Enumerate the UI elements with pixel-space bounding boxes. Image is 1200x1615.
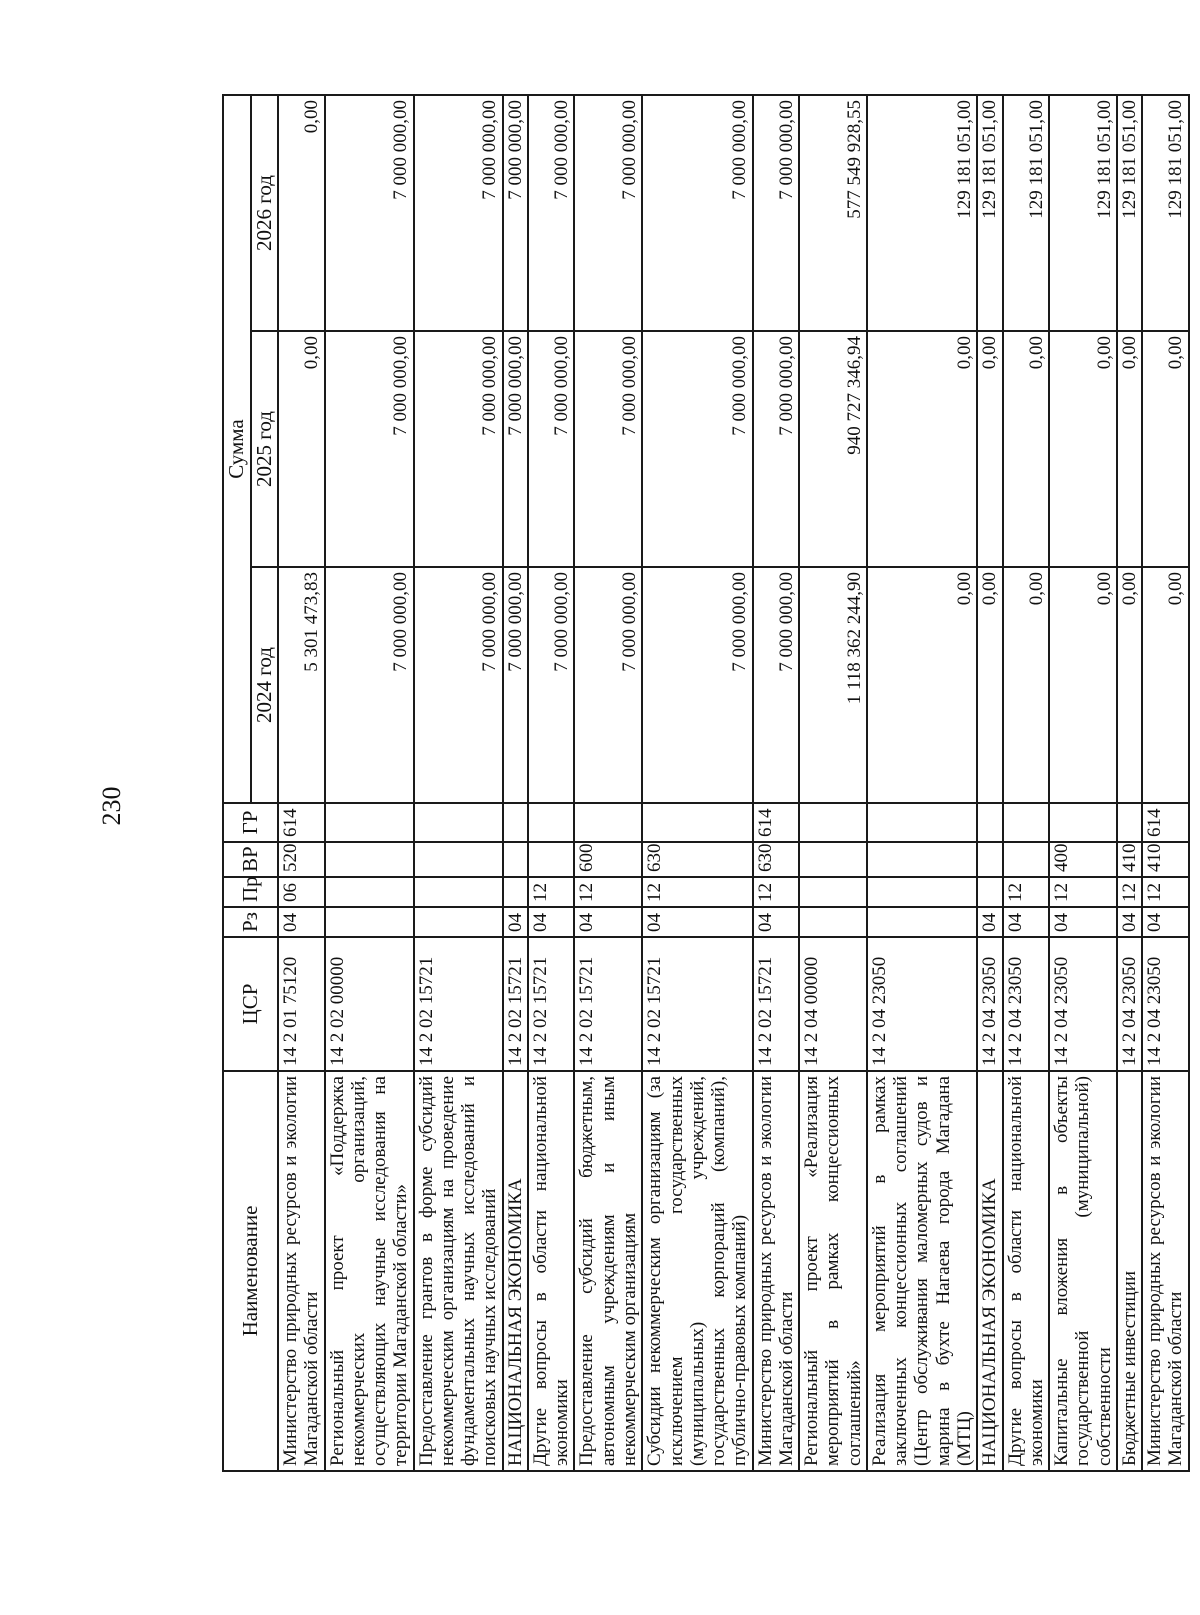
row-gr [1049,803,1117,842]
row-name: Другие вопросы в области национальной экономики [528,1071,575,1471]
table-row [414,95,503,1471]
table-row [799,95,867,1471]
row-vr [503,842,528,877]
row-2024: 7 000 000,00 [574,567,642,803]
row-2024: 7 000 000,00 [642,567,752,803]
row-csr: 14 2 04 23050 [1049,937,1117,1071]
row-csr: 14 2 04 23050 [867,937,977,1071]
row-pr: 12 [753,877,800,907]
row-pr [503,877,528,907]
row-2026: 7 000 000,00 [414,95,503,331]
row-vr [977,842,1002,877]
header-row-top [223,95,251,1471]
row-gr [977,803,1002,842]
row-2026: 129 181 051,00 [1142,95,1189,331]
row-2024: 0,00 [1117,567,1142,803]
row-csr: 14 2 02 15721 [528,937,575,1071]
row-vr [528,842,575,877]
row-2025: 0,00 [1117,331,1142,567]
row-vr: 630 [753,842,800,877]
row-2025: 0,00 [278,331,325,567]
row-2025: 0,00 [977,331,1002,567]
row-2024: 7 000 000,00 [753,567,800,803]
row-pr [867,877,977,907]
row-2024: 5 301 473,83 [278,567,325,803]
row-2026: 7 000 000,00 [574,95,642,331]
table-row [753,95,800,1471]
table-row [642,95,752,1471]
row-gr [1117,803,1142,842]
row-2024: 0,00 [1003,567,1050,803]
row-name: Министерство природных ресурсов и экологии Магаданской области [753,1071,800,1471]
row-name: Региональный проект «Реализация мероприятий в рамках концессионных соглашений» [799,1071,867,1471]
row-2025: 940 727 346,94 [799,331,867,567]
row-rz: 04 [753,907,800,937]
header-name: Наименование [223,1071,278,1471]
row-gr [414,803,503,842]
row-2024: 7 000 000,00 [325,567,414,803]
row-2024: 0,00 [867,567,977,803]
header-pr: Пр [223,877,278,907]
row-csr: 14 2 04 23050 [1003,937,1050,1071]
row-2026: 7 000 000,00 [753,95,800,331]
row-2025: 7 000 000,00 [414,331,503,567]
row-name: Предоставление грантов в форме субсидий некоммерческим организациям на проведение фундаментальных научных исследований и поисковых научных исследований [414,1071,503,1471]
row-vr: 600 [574,842,642,877]
row-name: Министерство природных ресурсов и экологии Магаданской области [278,1071,325,1471]
row-name: Министерство природных ресурсов и экологии Магаданской области [1142,1071,1189,1471]
row-rz: 04 [1003,907,1050,937]
table-row [867,95,977,1471]
row-2024: 0,00 [977,567,1002,803]
row-pr: 12 [528,877,575,907]
row-rz: 04 [574,907,642,937]
row-2026: 7 000 000,00 [325,95,414,331]
row-2025: 7 000 000,00 [753,331,800,567]
budget-table-container [222,96,1187,1472]
header-vr: ВР [223,842,278,877]
row-pr: 12 [1003,877,1050,907]
row-rz: 04 [1117,907,1142,937]
row-csr: 14 2 04 23050 [1117,937,1142,1071]
row-gr [1003,803,1050,842]
row-vr [325,842,414,877]
row-pr: 12 [1117,877,1142,907]
row-rz [799,907,867,937]
row-2025: 7 000 000,00 [574,331,642,567]
row-rz: 04 [642,907,752,937]
row-csr: 14 2 02 15721 [503,937,528,1071]
row-2026: 129 181 051,00 [1003,95,1050,331]
row-csr: 14 2 02 15721 [574,937,642,1071]
row-name: Бюджетные инвестиции [1117,1071,1142,1471]
row-vr: 630 [642,842,752,877]
row-2024: 0,00 [1142,567,1189,803]
row-csr: 14 2 02 15721 [753,937,800,1071]
row-2024: 0,00 [1049,567,1117,803]
row-2024: 7 000 000,00 [414,567,503,803]
row-2025: 0,00 [1003,331,1050,567]
row-rz [414,907,503,937]
row-2025: 0,00 [1049,331,1117,567]
row-pr: 12 [574,877,642,907]
row-vr [414,842,503,877]
table-row [278,95,325,1471]
row-csr: 14 2 04 23050 [1142,937,1189,1071]
row-gr: 614 [753,803,800,842]
row-2025: 7 000 000,00 [503,331,528,567]
row-name: НАЦИОНАЛЬНАЯ ЭКОНОМИКА [503,1071,528,1471]
row-2024: 1 118 362 244,90 [799,567,867,803]
row-gr [867,803,977,842]
row-csr: 14 2 02 00000 [325,937,414,1071]
row-2026: 0,00 [278,95,325,331]
table-row [503,95,528,1471]
row-gr: 614 [278,803,325,842]
row-rz: 04 [1049,907,1117,937]
row-vr: 400 [1049,842,1117,877]
row-2025: 7 000 000,00 [642,331,752,567]
row-pr: 06 [278,877,325,907]
row-2024: 7 000 000,00 [528,567,575,803]
row-2025: 7 000 000,00 [528,331,575,567]
row-name: Капитальные вложения в объекты государственной (муниципальной) собственности [1049,1071,1117,1471]
row-gr [642,803,752,842]
row-2026: 7 000 000,00 [528,95,575,331]
row-rz: 04 [278,907,325,937]
row-csr: 14 2 02 15721 [414,937,503,1071]
row-name: НАЦИОНАЛЬНАЯ ЭКОНОМИКА [977,1071,1002,1471]
row-vr: 410 [1142,842,1189,877]
header-2024: 2024 год [251,567,279,803]
row-2025: 7 000 000,00 [325,331,414,567]
row-name: Предоставление субсидий бюджетным, автономным учреждениям и иным некоммерческим организациям [574,1071,642,1471]
row-gr [503,803,528,842]
page-number: 230 [97,786,126,826]
header-csr: ЦСР [223,937,278,1071]
row-2026: 129 181 051,00 [977,95,1002,331]
row-2026: 7 000 000,00 [503,95,528,331]
row-csr: 14 2 04 00000 [799,937,867,1071]
row-rz: 04 [528,907,575,937]
row-pr: 12 [642,877,752,907]
row-vr [1003,842,1050,877]
row-rz: 04 [1142,907,1189,937]
table-row [977,95,1002,1471]
row-csr: 14 2 01 75120 [278,937,325,1071]
header-rz: Рз [223,907,278,937]
row-2025: 0,00 [1142,331,1189,567]
row-2026: 129 181 051,00 [1049,95,1117,331]
row-pr [977,877,1002,907]
row-2026: 129 181 051,00 [1117,95,1142,331]
row-pr [414,877,503,907]
row-rz: 04 [977,907,1002,937]
header-2025: 2025 год [251,331,279,567]
row-rz [867,907,977,937]
table-row [1049,95,1117,1471]
row-vr [799,842,867,877]
row-vr: 520 [278,842,325,877]
table-row [1003,95,1050,1471]
row-pr [325,877,414,907]
row-csr: 14 2 02 15721 [642,937,752,1071]
row-2026: 577 549 928,55 [799,95,867,331]
row-csr: 14 2 04 23050 [977,937,1002,1071]
row-gr [325,803,414,842]
row-rz [325,907,414,937]
row-name: Субсидии некоммерческим организациям (за исключением государственных (муниципальных) учреждений, государственных корпораций (компаний), публично-правовых компаний) [642,1071,752,1471]
row-2024: 7 000 000,00 [503,567,528,803]
row-2026: 7 000 000,00 [642,95,752,331]
row-gr [799,803,867,842]
row-name: Другие вопросы в области национальной экономики [1003,1071,1050,1471]
header-2026: 2026 год [251,95,279,331]
row-gr: 614 [1142,803,1189,842]
table-row [1117,95,1142,1471]
row-pr: 12 [1142,877,1189,907]
row-name: Реализация мероприятий в рамках заключенных концессионных соглашений (Центр обслуживания маломерных судов и марина в бухте Нагаева города Магадана (МТЦ) [867,1071,977,1471]
table-row [574,95,642,1471]
row-2025: 0,00 [867,331,977,567]
header-sum: Сумма [223,95,251,803]
row-gr [528,803,575,842]
row-vr: 410 [1117,842,1142,877]
row-pr [799,877,867,907]
budget-table [222,94,1190,1472]
row-name: Региональный проект «Поддержка некоммерческих организаций, осуществляющих научные исследования на территории Магаданской области» [325,1071,414,1471]
row-vr [867,842,977,877]
table-row [528,95,575,1471]
table-row [325,95,414,1471]
row-2026: 129 181 051,00 [867,95,977,331]
row-pr: 12 [1049,877,1117,907]
row-rz: 04 [503,907,528,937]
table-row [1142,95,1189,1471]
row-gr [574,803,642,842]
header-gr: ГР [223,803,278,842]
